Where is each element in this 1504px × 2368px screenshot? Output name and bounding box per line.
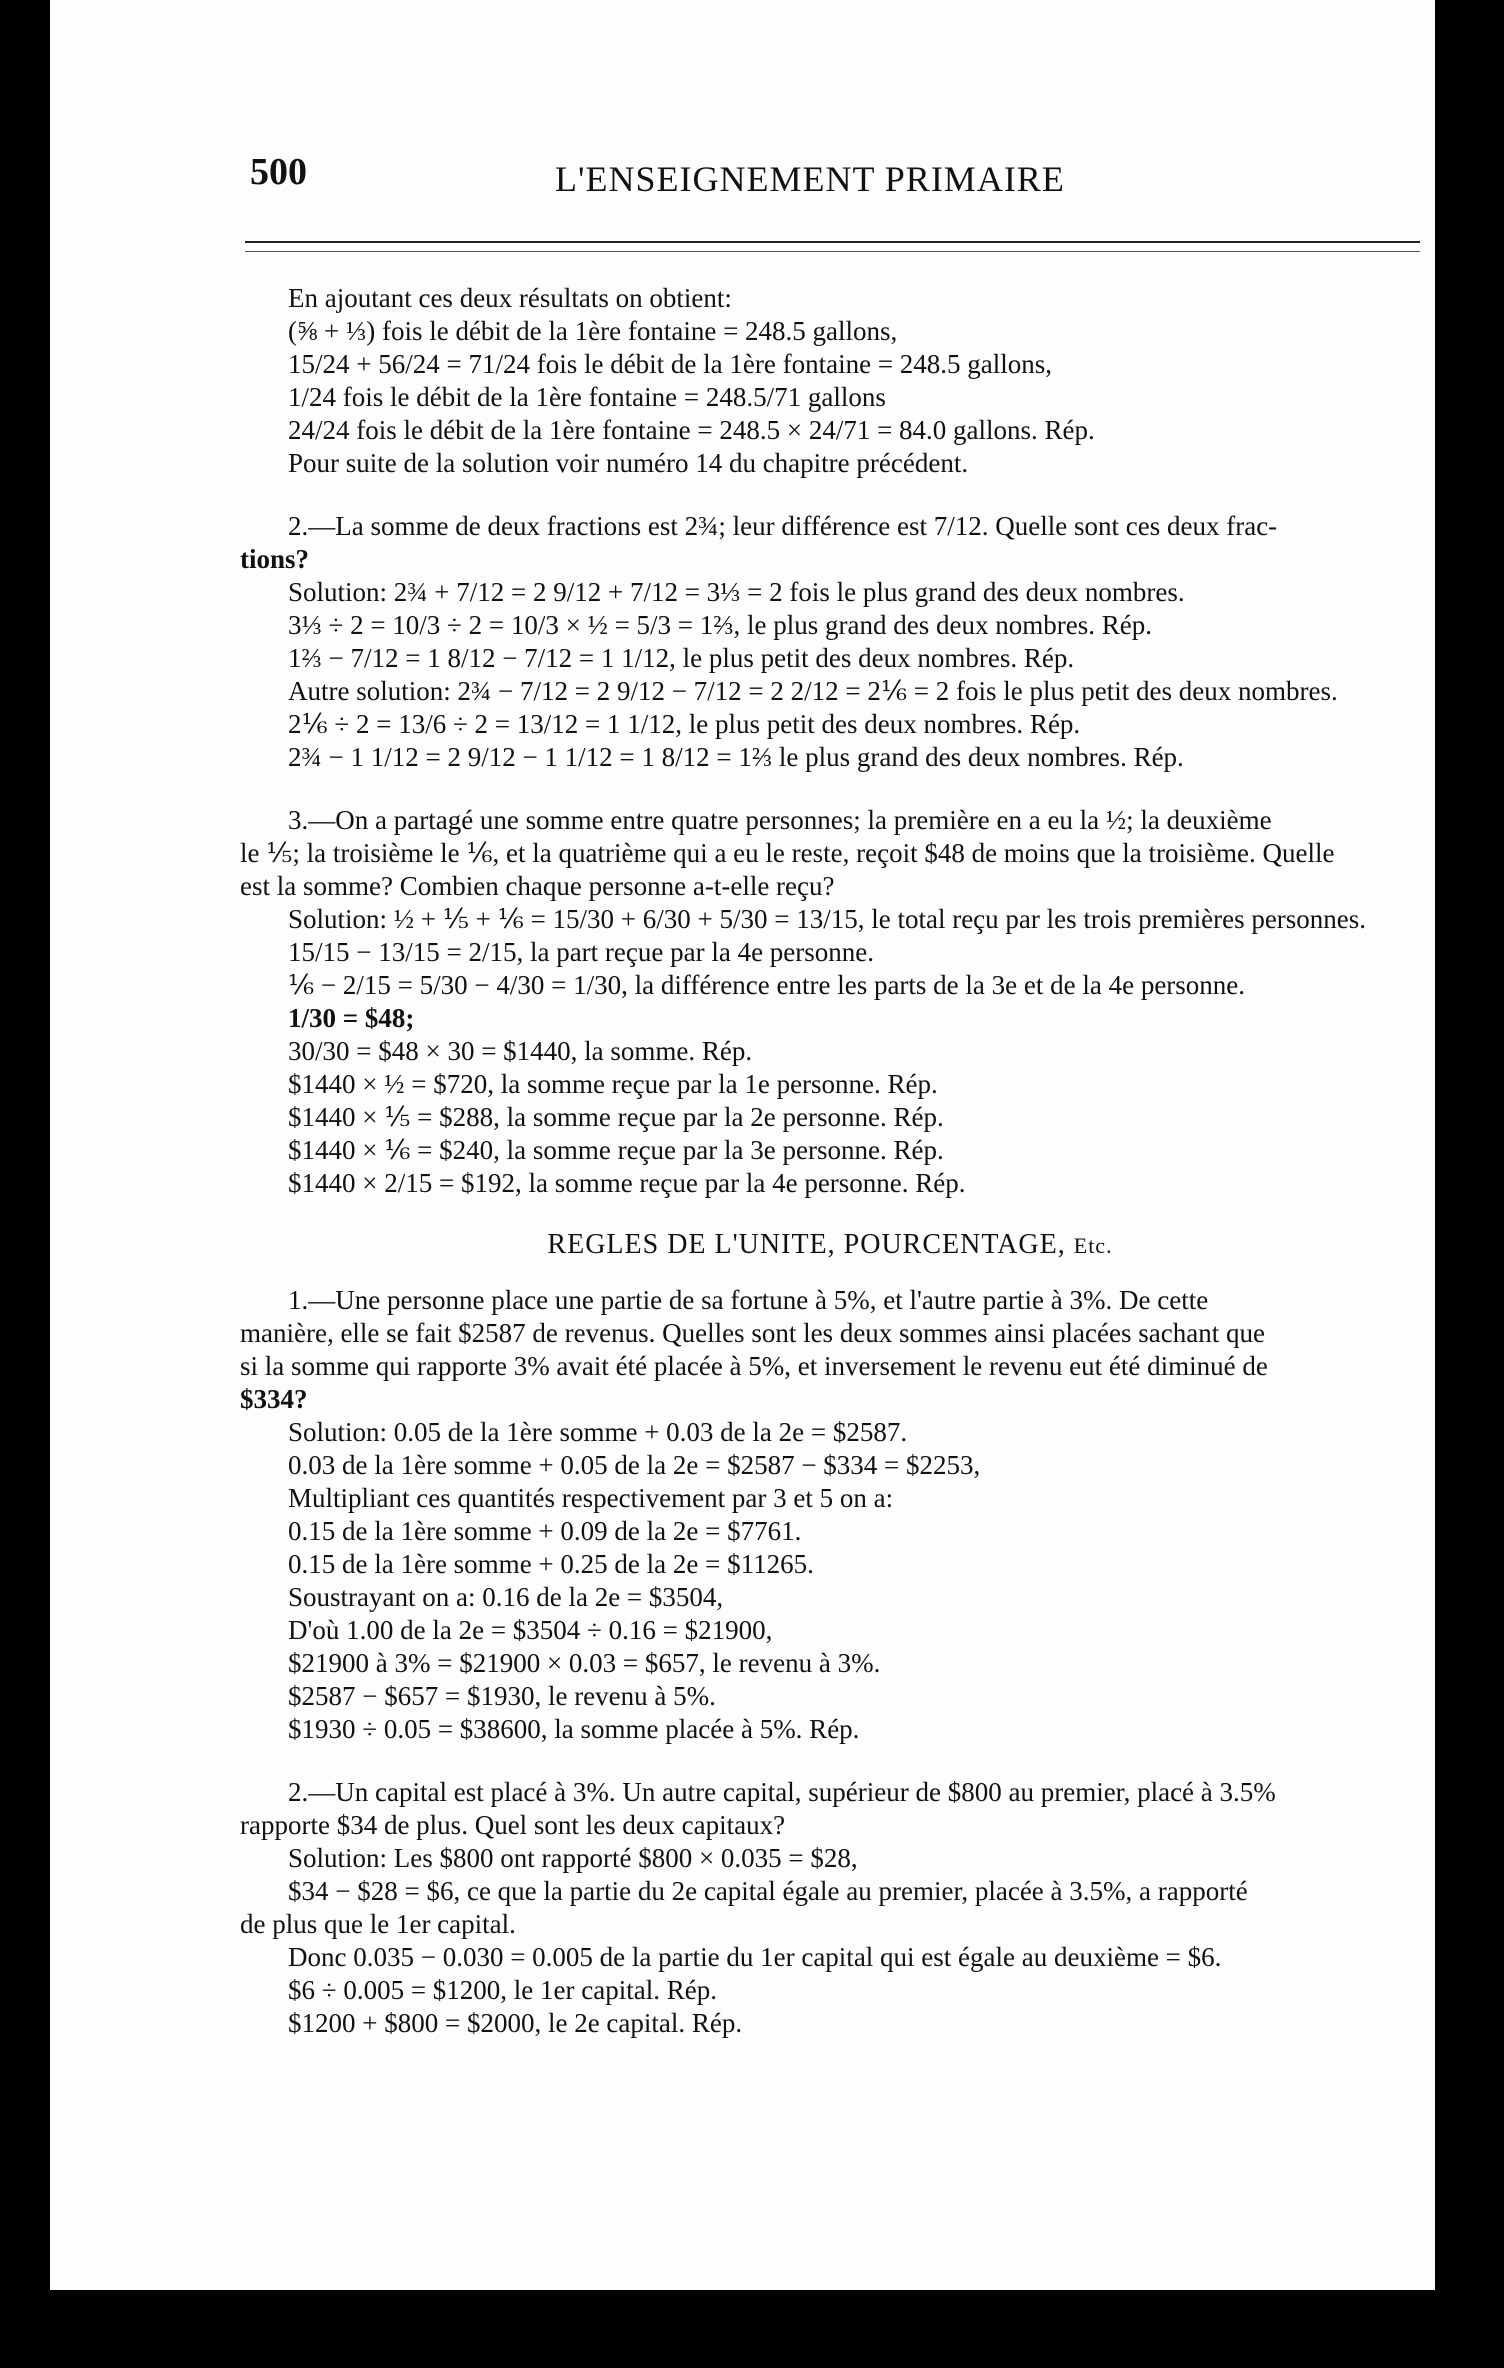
- text-line: 15/24 + 56/24 = 71/24 fois le débit de la 1ère fontaine = 248.5 gallons,: [288, 349, 1053, 379]
- problem-2: [240, 510, 1420, 774]
- text-line: 24/24 fois le débit de la 1ère fontaine = 248.5 × 24/71 = 84.0 gallons. Rép.: [288, 415, 1095, 445]
- problem-statement: si la somme qui rapporte 3% avait été placée à 5%, et inversement le revenu eut été diminué de: [240, 1351, 1268, 1381]
- problem-statement: tions?: [240, 544, 310, 574]
- solution-line: Multipliant ces quantités respectivement par 3 et 5 on a:: [288, 1483, 894, 1513]
- solution-line: $21900 à 3% = $21900 × 0.03 = $657, le revenu à 3%.: [288, 1648, 881, 1678]
- solution-line: Autre solution: 2¾ − 7/12 = 2 9/12 − 7/12 = 2 2/12 = 2⅙ = 2 fois le plus petit des deux nombres.: [288, 676, 1338, 706]
- solution-line: Solution: 2¾ + 7/12 = 2 9/12 + 7/12 = 3⅓ = 2 fois le plus grand des deux nombres.: [288, 577, 1185, 607]
- solution-line: $2587 − $657 = $1930, le revenu à 5%.: [288, 1681, 716, 1711]
- solution-line: 15/15 − 13/15 = 2/15, la part reçue par la 4e personne.: [288, 937, 875, 967]
- solution-line: D'où 1.00 de la 2e = $3504 ÷ 0.16 = $21900,: [288, 1615, 773, 1645]
- page-number: 500: [250, 151, 307, 193]
- solution-line: $1440 × ⅙ = $240, la somme reçue par la 3e personne. Rép.: [288, 1135, 944, 1165]
- solution-line: 2¾ − 1 1/12 = 2 9/12 − 1 1/12 = 1 8/12 = 1⅔ le plus grand des deux nombres. Rép.: [288, 742, 1184, 772]
- text-line: (⅝ + ⅓) fois le débit de la 1ère fontaine = 248.5 gallons,: [288, 316, 898, 346]
- problem-statement: 3.—On a partagé une somme entre quatre personnes; la première en a eu la ½; la deuxième: [288, 805, 1272, 835]
- problem-statement: est la somme? Combien chaque personne a-t-elle reçu?: [240, 871, 835, 901]
- section-heading: [240, 1228, 1420, 1262]
- problem-statement: $334?: [240, 1384, 308, 1414]
- text-line: 1/24 fois le débit de la 1ère fontaine = 248.5/71 gallons: [288, 382, 886, 412]
- solution-line: Solution: 0.05 de la 1ère somme + 0.03 de la 2e = $2587.: [288, 1417, 908, 1447]
- problem-statement: le ⅕; la troisième le ⅙, et la quatrième qui a eu le reste, reçoit $48 de moins que la troisième. Quelle: [240, 838, 1335, 868]
- solution-line: Solution: ½ + ⅕ + ⅙ = 15/30 + 6/30 + 5/30 = 13/15, le total reçu par les trois premières personnes.: [288, 904, 1367, 934]
- problem-4: [240, 1284, 1420, 1746]
- section-heading-small: Etc.: [1073, 1233, 1113, 1258]
- solution-line: ⅙ − 2/15 = 5/30 − 4/30 = 1/30, la différence entre les parts de la 3e et de la 4e personne.: [288, 970, 1246, 1000]
- problem-statement: 2.—Un capital est placé à 3%. Un autre capital, supérieur de $800 au premier, placé à 3.5%: [288, 1777, 1276, 1807]
- text-line: En ajoutant ces deux résultats on obtient:: [288, 283, 732, 313]
- solution-line: $1440 × 2/15 = $192, la somme reçue par la 4e personne. Rép.: [288, 1168, 966, 1198]
- solution-line: Solution: Les $800 ont rapporté $800 × 0.035 = $28,: [288, 1843, 858, 1873]
- running-header: [50, 150, 1435, 210]
- solution-line: 0.15 de la 1ère somme + 0.25 de la 2e = $11265.: [288, 1549, 814, 1579]
- problem-5: [240, 1776, 1420, 2040]
- solution-line: $1200 + $800 = $2000, le 2e capital. Rép.: [288, 2008, 743, 2038]
- solution-line: 0.03 de la 1ère somme + 0.05 de la 2e = $2587 − $334 = $2253,: [288, 1450, 981, 1480]
- journal-title: L'ENSEIGNEMENT PRIMAIRE: [555, 159, 1065, 199]
- section-heading-main: REGLES DE L'UNITE, POURCENTAGE,: [547, 1229, 1066, 1260]
- problem-statement: 2.—La somme de deux fractions est 2¾; leur différence est 7/12. Quelle sont ces deux frac-: [288, 511, 1278, 541]
- solution-line: 3⅓ ÷ 2 = 10/3 ÷ 2 = 10/3 × ½ = 5/3 = 1⅔, le plus grand des deux nombres. Rép.: [288, 610, 1152, 640]
- intro-block: [240, 282, 1420, 480]
- solution-line: Soustrayant on a: 0.16 de la 2e = $3504,: [288, 1582, 724, 1612]
- solution-line: Donc 0.035 − 0.030 = 0.005 de la partie du 1er capital qui est égale au deuxième = $6.: [288, 1942, 1222, 1972]
- solution-line: $1440 × ⅕ = $288, la somme reçue par la 2e personne. Rép.: [288, 1102, 944, 1132]
- solution-line: $1930 ÷ 0.05 = $38600, la somme placée à 5%. Rép.: [288, 1714, 860, 1744]
- solution-line: 1/30 = $48;: [288, 1003, 415, 1033]
- problem-statement: 1.—Une personne place une partie de sa fortune à 5%, et l'autre partie à 3%. De cette: [288, 1285, 1209, 1315]
- solution-line: 0.15 de la 1ère somme + 0.09 de la 2e = $7761.: [288, 1516, 802, 1546]
- header-rule: [245, 241, 1420, 243]
- solution-line: 30/30 = $48 × 30 = $1440, la somme. Rép.: [288, 1036, 753, 1066]
- header-rule-thin: [245, 251, 1420, 252]
- problem-statement: rapporte $34 de plus. Quel sont les deux capitaux?: [240, 1810, 786, 1840]
- text-line: Pour suite de la solution voir numéro 14 du chapitre précédent.: [288, 448, 969, 478]
- solution-line: $34 − $28 = $6, ce que la partie du 2e capital égale au premier, placée à 3.5%, a rapporté: [288, 1876, 1248, 1906]
- page-body: [240, 282, 1420, 2040]
- problem-3: [240, 804, 1420, 1200]
- solution-line: $1440 × ½ = $720, la somme reçue par la 1e personne. Rép.: [288, 1069, 938, 1099]
- solution-line: $6 ÷ 0.005 = $1200, le 1er capital. Rép.: [288, 1975, 717, 2005]
- problem-statement: manière, elle se fait $2587 de revenus. Quelles sont les deux sommes ainsi placées sachant que: [240, 1318, 1265, 1348]
- solution-line: 1⅔ − 7/12 = 1 8/12 − 7/12 = 1 1/12, le plus petit des deux nombres. Rép.: [288, 643, 1075, 673]
- solution-line: 2⅙ ÷ 2 = 13/6 ÷ 2 = 13/12 = 1 1/12, le plus petit des deux nombres. Rép.: [288, 709, 1081, 739]
- solution-line: de plus que le 1er capital.: [240, 1909, 516, 1939]
- book-page: [50, 0, 1435, 2290]
